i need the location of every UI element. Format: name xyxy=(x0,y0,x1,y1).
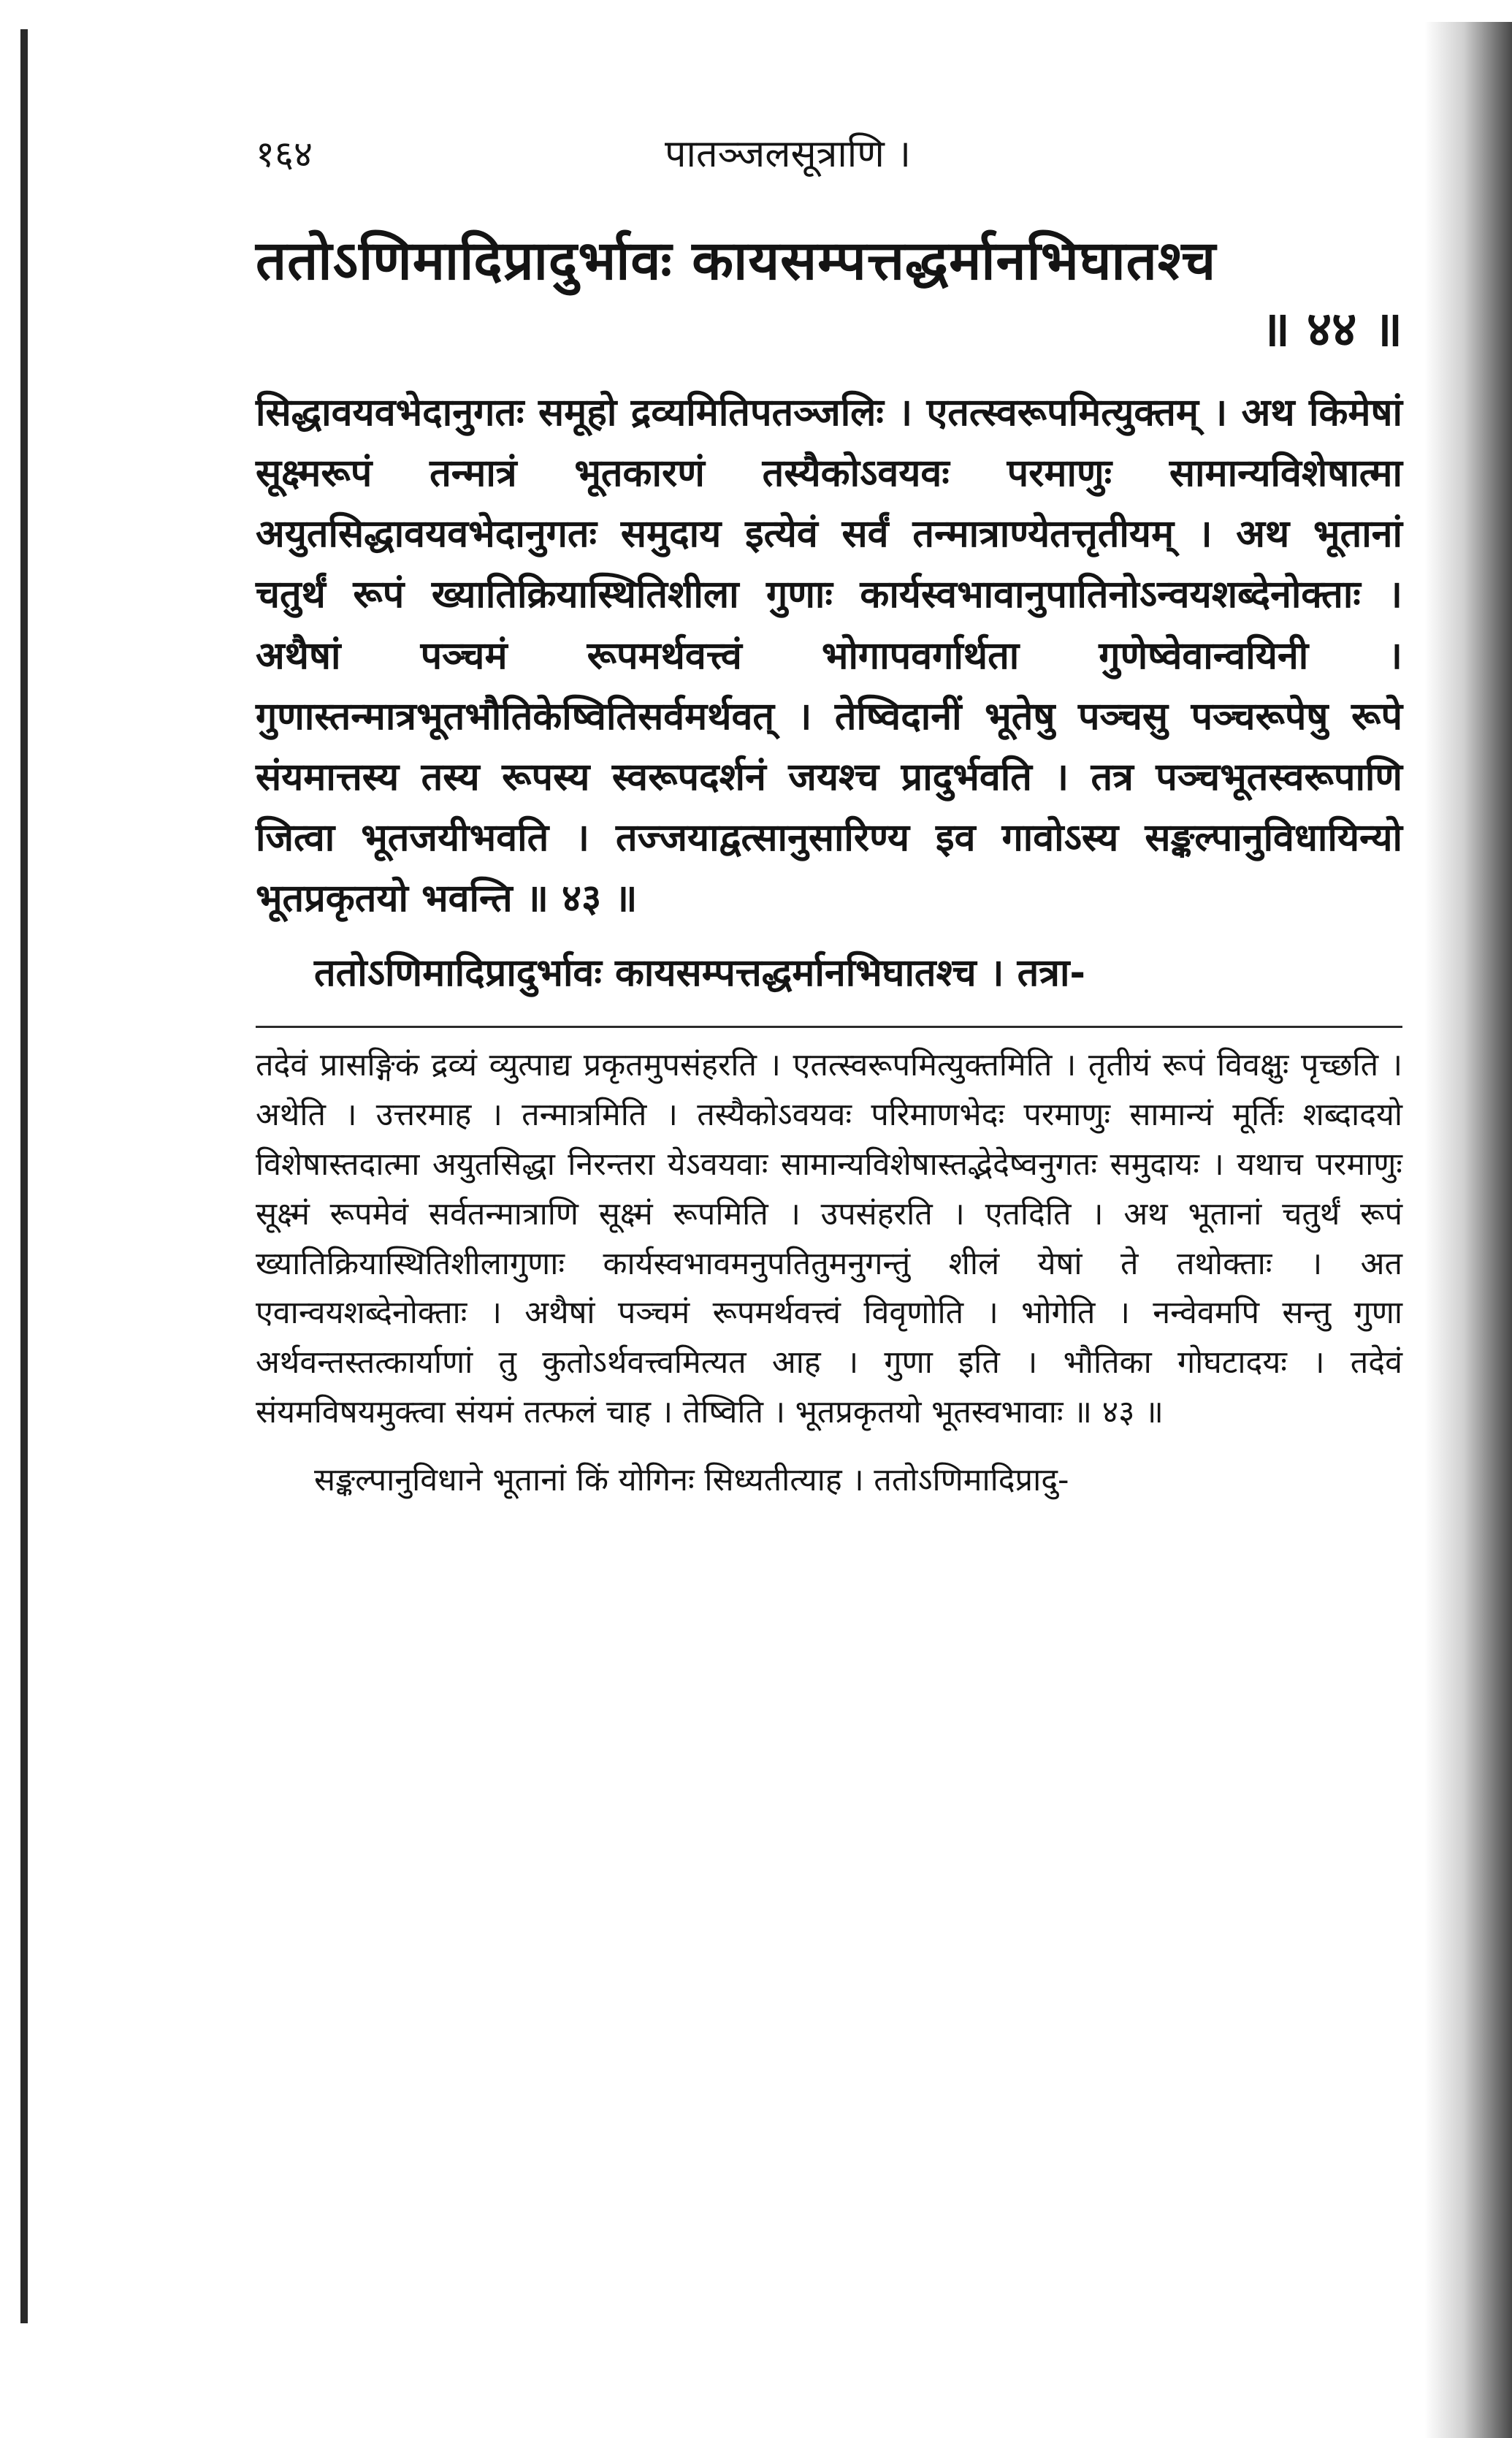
bhashya-next-line: ततोऽणिमादिप्रादुर्भावः कायसम्पत्तद्धर्मानभिघातश्च । तत्रा- xyxy=(314,951,1085,995)
sutra-number: ॥ ४४ ॥ xyxy=(1261,300,1402,357)
footnote-divider xyxy=(256,1026,1402,1028)
page-header xyxy=(256,132,1402,197)
sutra-heading: ततोऽणिमादिप्रादुर्भावः कायसम्पत्तद्धर्मानभिघातश्च xyxy=(256,229,1217,292)
page-scan-shadow xyxy=(1424,22,1512,2438)
running-title: पातञ्जलसूत्राणि । xyxy=(665,132,912,176)
bhashya-paragraph: सिद्धावयवभेदानुगतः समूहो द्रव्यमितिपतञ्जलिः । एतत्स्वरूपमित्युक्तम् । अथ किमेषां सूक्ष्मरूपं तन्मात्रं भूतकारणं तस्यैकोऽवयवः परमाणुः सामान्यविशेषात्मा अयुतसिद्धावयवभेदानुगतः समुदाय इत्येवं सर्वं तन्मात्राण्येतत्तृतीयम् । अथ भूतानां चतुर्थं रूपं ख्यातिक्रियास्थितिशीला गुणाः कार्यस्वभावानुपातिनोऽन्वयशब्देनोक्ताः । अथैषां पञ्चमं रूपमर्थवत्त्वं भोगापवर्गार्थता गुणेष्वेवान्वयिनी । गुणास्तन्मात्रभूतभौतिकेष्वितिसर्वमर्थवत् । तेष्विदानीं भूतेषु पञ्चसु पञ्चरूपेषु रूपे संयमात्तस्य तस्य रूपस्य स्वरूपदर्शनं जयश्च प्रादुर्भवति । तत्र पञ्चभूतस्वरूपाणि जित्वा भूतजयीभवति । तज्जयाद्वत्सानुसारिण्य इव गावोऽस्य सङ्कल्पानुविधायिन्यो भूतप्रकृतयो भवन्ति ॥ ४३ ॥ xyxy=(256,390,1402,921)
commentary-paragraph: तदेवं प्रासङ्गिकं द्रव्यं व्युत्पाद्य प्रकृतमुपसंहरति । एतत्स्वरूपमित्युक्तमिति । तृतीयं रूपं विवक्षुः पृच्छति । अथेति । उत्तरमाह । तन्मात्रमिति । तस्यैकोऽवयवः परिमाणभेदः परमाणुः सामान्यं मूर्तिः शब्दादयो विशेषास्तदात्मा अयुतसिद्धा निरन्तरा येऽवयवाः सामान्यविशेषास्तद्भेदेष्वनुगतः समुदायः । यथाच परमाणुः सूक्ष्मं रूपमेवं सर्वतन्मात्राणि सूक्ष्मं रूपमिति । उपसंहरति । एतदिति । अथ भूतानां चतुर्थं रूपं ख्यातिक्रियास्थितिशीलागुणाः कार्यस्वभावमनुपतितुमनुगन्तुं शीलं येषां ते तथोक्ताः । अत एवान्वयशब्देनोक्ताः । अथैषां पञ्चमं रूपमर्थवत्त्वं विवृणोति । भोगेति । नन्वेवमपि सन्तु गुणा अर्थवन्तस्तत्कार्याणां तु कुतोऽर्थवत्त्वमित्यत आह । गुणा इति । भौतिका गोघटादयः । तदेवं संयमविषयमुक्त्वा संयमं तत्फलं चाह । तेष्विति । भूतप्रकृतयो भूतस्वभावाः ॥ ४३ ॥ xyxy=(256,1046,1402,1431)
book-page xyxy=(256,132,1402,1506)
page-number: १६४ xyxy=(256,133,313,175)
page-binding-edge xyxy=(20,29,28,2323)
commentary-next-line: सङ्कल्पानुविधाने भूतानां किं योगिनः सिध्यतीत्याह । ततोऽणिमादिप्रादु- xyxy=(314,1462,1069,1499)
